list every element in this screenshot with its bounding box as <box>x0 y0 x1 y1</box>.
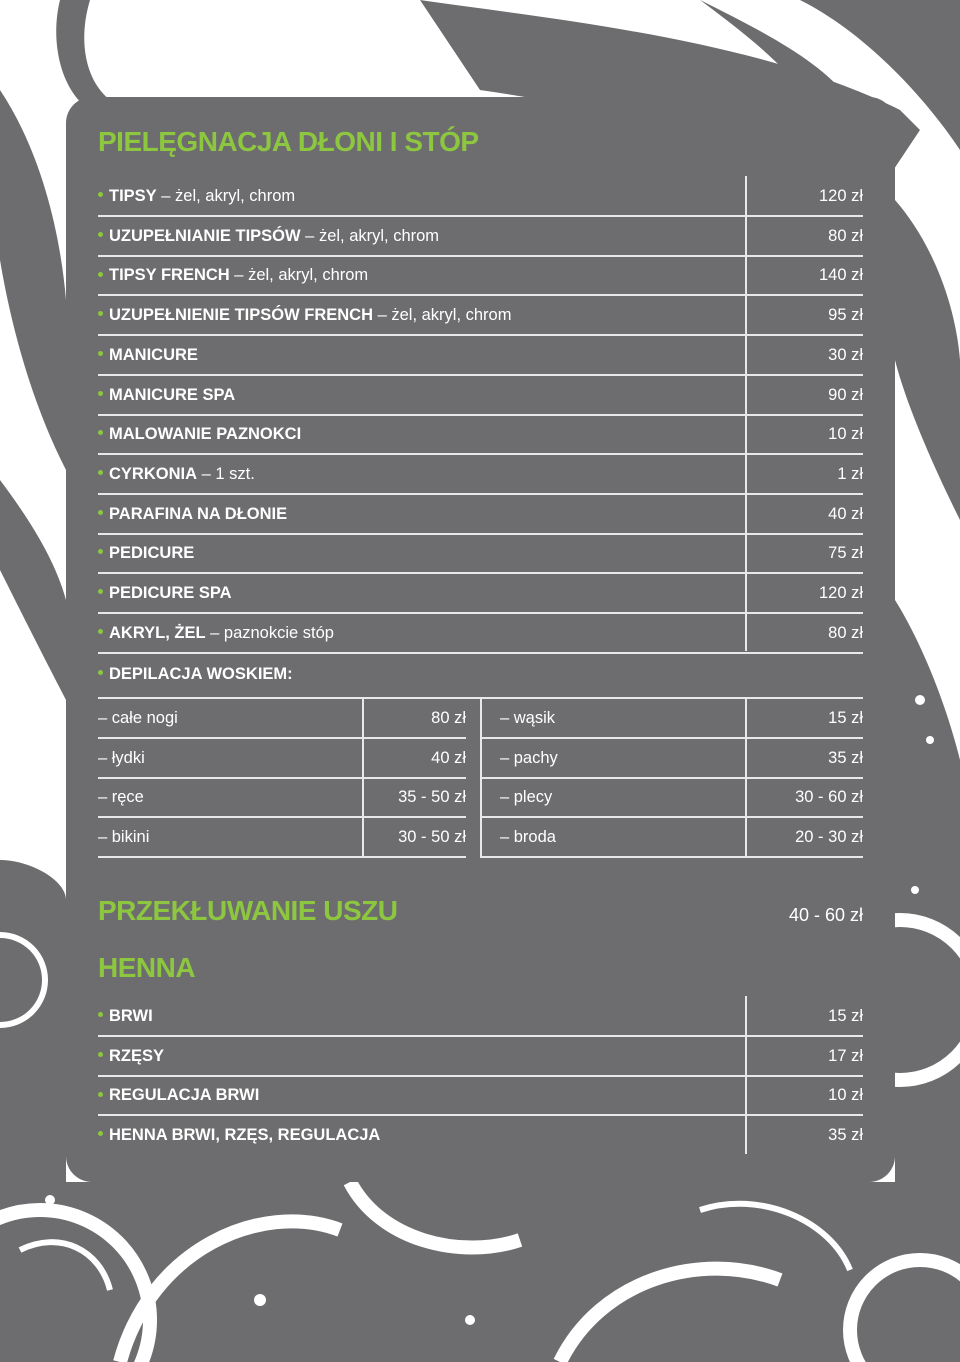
bullet-icon <box>98 232 103 237</box>
waxing-price: 15 zł <box>828 709 863 727</box>
service-name: MALOWANIE PAZNOKCI <box>109 425 302 444</box>
service-price: 1 zł <box>837 464 863 483</box>
bullet-icon <box>98 272 103 277</box>
waxing-row <box>98 739 466 779</box>
bullet-icon <box>98 192 103 197</box>
service-name: UZUPEŁNIENIE TIPSÓW FRENCH <box>109 306 374 325</box>
service-detail: – żel, akryl, chrom <box>300 226 440 245</box>
henna-price: 35 zł <box>828 1126 863 1145</box>
waxing-price: 30 - 50 zł <box>398 827 466 846</box>
service-price: 95 zł <box>828 306 863 325</box>
service-name: CYRKONIA <box>109 464 198 483</box>
henna-row <box>98 996 863 1037</box>
service-detail: – żel, akryl, chrom <box>229 266 369 285</box>
henna-price: 15 zł <box>828 1007 863 1025</box>
service-price: 40 zł <box>828 504 863 523</box>
henna-name: RZĘSY <box>109 1046 165 1065</box>
service-price: 120 zł <box>818 584 863 602</box>
service-detail: – 1 szt. <box>197 464 255 483</box>
waxing-price: 80 zł <box>431 709 466 727</box>
henna-price: 10 zł <box>828 1086 863 1105</box>
service-name: PEDICURE <box>109 544 195 563</box>
service-label <box>98 584 232 603</box>
bullet-icon <box>98 629 103 634</box>
waxing-row <box>480 699 863 739</box>
service-name: PEDICURE SPA <box>109 584 232 602</box>
service-row <box>98 414 863 455</box>
bullet-icon <box>98 311 103 316</box>
waxing-price: 40 zł <box>431 748 466 767</box>
bullet-icon <box>98 391 103 396</box>
waxing-row <box>98 699 466 739</box>
waxing-row <box>480 739 863 779</box>
waxing-price: 35 zł <box>828 748 863 767</box>
service-row <box>98 255 863 296</box>
service-row <box>98 573 863 614</box>
service-label <box>98 346 198 365</box>
service-label <box>98 227 439 246</box>
waxing-label: – łydki <box>98 748 145 767</box>
service-name: AKRYL, ŻEL <box>109 623 206 642</box>
service-name: PARAFINA NA DŁONIE <box>109 504 288 523</box>
service-detail: – żel, akryl, chrom <box>156 187 296 205</box>
service-label <box>98 386 235 405</box>
henna-name: HENNA BRWI, RZĘS, REGULACJA <box>109 1126 381 1145</box>
bullet-icon <box>98 470 103 475</box>
bullet-icon <box>98 1092 103 1097</box>
service-detail: – żel, akryl, chrom <box>373 306 512 325</box>
service-label <box>98 425 301 444</box>
waxing-label: – plecy <box>500 788 553 806</box>
service-label <box>98 266 368 285</box>
henna-label <box>98 1126 380 1145</box>
service-price: 10 zł <box>828 425 863 444</box>
waxing-row <box>480 818 863 858</box>
service-name: TIPSY <box>109 187 157 205</box>
service-row <box>98 295 863 336</box>
bullet-icon <box>98 549 103 554</box>
service-row <box>98 613 863 654</box>
waxing-row <box>98 818 466 858</box>
waxing-label: – ręce <box>98 788 144 806</box>
service-price: 75 zł <box>828 544 863 563</box>
service-name: TIPSY FRENCH <box>109 266 230 285</box>
henna-name: REGULACJA BRWI <box>109 1086 260 1105</box>
section-title-henna: HENNA <box>98 952 196 983</box>
service-name: MANICURE SPA <box>109 385 236 404</box>
service-price: 140 zł <box>818 266 863 285</box>
page-number: 9 <box>68 48 77 65</box>
henna-price: 17 zł <box>828 1046 863 1065</box>
service-row <box>98 375 863 416</box>
section-title-piercing: PRZEKŁUWANIE USZU <box>98 895 398 926</box>
bullet-icon <box>98 510 103 515</box>
service-label <box>98 306 511 325</box>
waxing-label: – wąsik <box>500 709 556 727</box>
waxing-label: – pachy <box>500 748 558 767</box>
bullet-icon <box>98 670 103 675</box>
henna-name: BRWI <box>109 1007 153 1025</box>
service-price: 120 zł <box>818 187 863 205</box>
waxing-price: 35 - 50 zł <box>398 788 466 806</box>
service-name: MANICURE <box>109 345 198 364</box>
henna-label <box>98 1047 164 1066</box>
service-label <box>98 544 194 563</box>
bullet-icon <box>98 351 103 356</box>
service-row <box>98 533 863 574</box>
henna-row <box>98 1115 863 1154</box>
service-row <box>98 216 863 257</box>
service-label <box>98 187 295 206</box>
bullet-icon <box>98 1131 103 1136</box>
service-price: 90 zł <box>828 385 863 404</box>
bullet-icon <box>98 1012 103 1017</box>
service-price: 80 zł <box>828 226 863 245</box>
henna-row <box>98 1036 863 1077</box>
waxing-label: – bikini <box>98 827 150 846</box>
service-row <box>98 335 863 376</box>
service-row <box>98 454 863 495</box>
piercing-price: 40 - 60 zł <box>788 905 863 925</box>
bullet-icon <box>98 430 103 435</box>
waxing-row <box>98 778 466 818</box>
henna-label <box>98 1086 259 1105</box>
service-detail: – paznokcie stóp <box>205 623 334 642</box>
waxing-label: – całe nogi <box>98 709 178 727</box>
service-name: UZUPEŁNIANIE TIPSÓW <box>109 226 301 245</box>
waxing-price: 30 - 60 zł <box>795 788 863 806</box>
waxing-row <box>480 778 863 818</box>
service-price: 80 zł <box>828 623 863 642</box>
waxing-heading: DEPILACJA WOSKIEM: <box>98 665 293 684</box>
service-label <box>98 465 255 484</box>
waxing-label: – broda <box>500 827 556 846</box>
service-row <box>98 176 863 217</box>
bullet-icon <box>98 589 103 594</box>
henna-row <box>98 1075 863 1116</box>
section-title-hands-feet: PIELĘGNACJA DŁONI I STÓP <box>98 126 479 157</box>
waxing-price: 20 - 30 zł <box>795 827 863 846</box>
service-label <box>98 624 334 643</box>
henna-label <box>98 1007 153 1026</box>
bullet-icon <box>98 1052 103 1057</box>
service-price: 30 zł <box>828 345 863 364</box>
service-row <box>98 494 863 535</box>
service-label <box>98 505 287 524</box>
